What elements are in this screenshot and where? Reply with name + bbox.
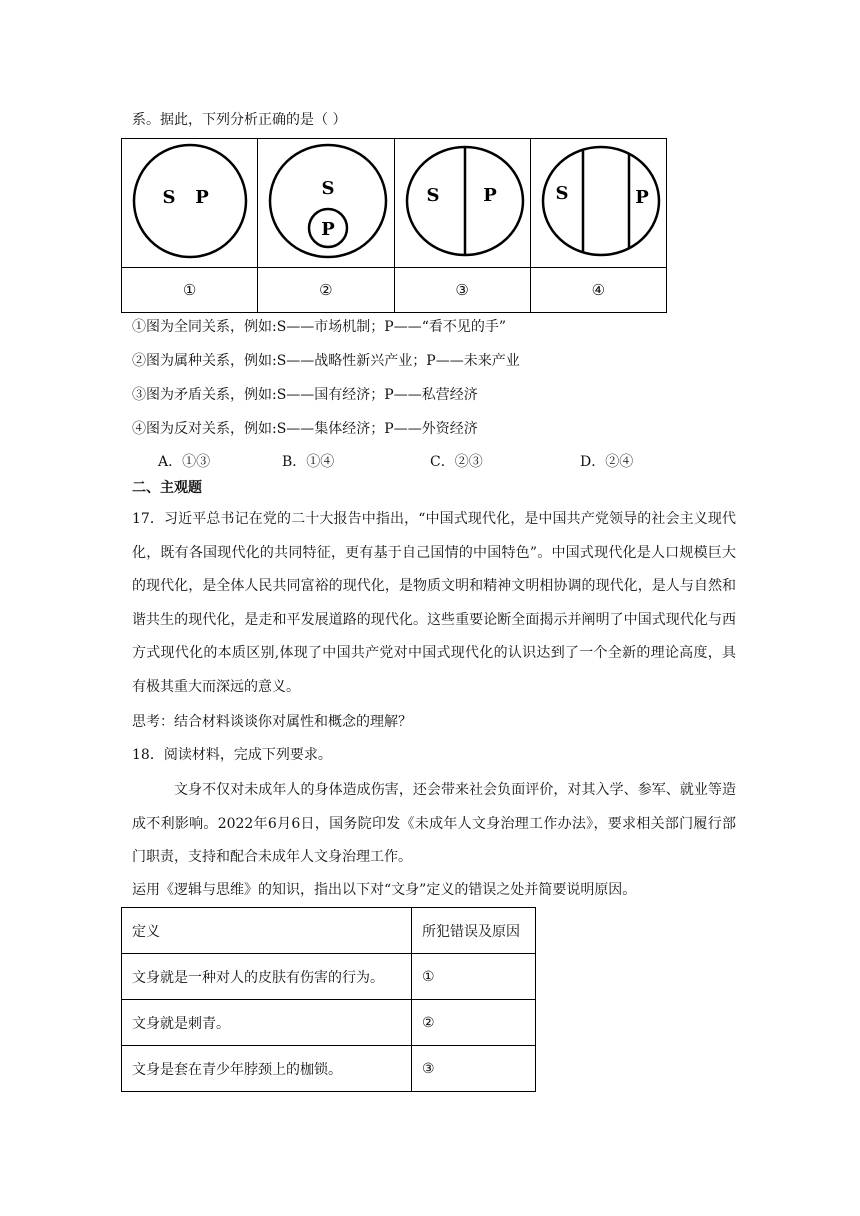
diagram-4-contrary bbox=[531, 139, 671, 263]
diagram-1-p-letter: P bbox=[195, 187, 209, 208]
diagram-1-label: ① bbox=[122, 268, 258, 313]
diagram-1-circle bbox=[134, 145, 246, 257]
diagram-3-s-letter: S bbox=[426, 185, 439, 206]
statement-3: ③图为矛盾关系，例如:S——国有经济；P——私营经济 bbox=[132, 387, 478, 403]
answer-cell: ① bbox=[412, 954, 536, 1000]
option-b-letter: B． bbox=[282, 454, 307, 470]
definition-cell: 文身是套在青少年脖颈上的枷锁。 bbox=[122, 1046, 412, 1092]
answer-cell: ② bbox=[412, 1000, 536, 1046]
diagram-3-contradictory bbox=[395, 139, 535, 263]
answer-cell: ③ bbox=[412, 1046, 536, 1092]
option-a-letter: A． bbox=[158, 454, 183, 470]
option-b-text: ①④ bbox=[306, 454, 335, 470]
diagram-2-cell bbox=[258, 139, 394, 268]
question17-prompt: 思考：结合材料谈谈你对属性和概念的理解？ bbox=[132, 714, 412, 730]
header-definition: 定义 bbox=[122, 908, 412, 954]
option-c-text: ②③ bbox=[454, 454, 483, 470]
question17-text: 17．习近平总书记在党的二十大报告中指出，“中国式现代化，是中国共产党领导的社会主义现代化，既有各国现代化的共同特征，更有基于自己国情的中国特色”。中国式现代化是人口规模巨大的现代化，是全体人民共同富裕的现代化，是物质文明和精神文明相协调的现代化，是人与自然和谐共生的现代化，是走和平发展道路的现代化。这些重要论断全面揭示并阐明了中国式现代化与西方式现代化的本质区别,体现了中国共产党对中国式现代化的认识达到了一个全新的理论高度，具有极其重大而深远的意义。 bbox=[132, 511, 736, 695]
diagram-2-genus-species bbox=[258, 139, 398, 263]
diagram-4-label: ④ bbox=[530, 268, 666, 313]
diagram-3-p-letter: P bbox=[482, 185, 497, 206]
venn-diagram-table bbox=[121, 138, 667, 313]
table-row bbox=[122, 1046, 536, 1092]
definition-cell: 文身就是一种对人的皮肤有伤害的行为。 bbox=[122, 954, 412, 1000]
diagram-4-s-letter: S bbox=[555, 183, 569, 204]
definition-table bbox=[121, 907, 536, 1092]
option-d bbox=[580, 452, 633, 472]
header-error-reason: 所犯错误及原因 bbox=[412, 908, 536, 954]
definition-cell: 文身就是刺青。 bbox=[122, 1000, 412, 1046]
table-row bbox=[122, 1000, 536, 1046]
section-2-heading: 二、主观题 bbox=[132, 480, 202, 496]
diagram-2-p-letter: P bbox=[321, 219, 336, 240]
question16-stem-tail: 系。据此，下列分析正确的是（ ） bbox=[132, 112, 347, 128]
diagram-1-s-letter: S bbox=[162, 187, 176, 208]
definition-table-header bbox=[122, 908, 536, 954]
question18-instruction: 运用《逻辑与思维》的知识，指出以下对“文身”定义的错误之处并简要说明原因。 bbox=[132, 882, 637, 898]
question18-title: 18．阅读材料，完成下列要求。 bbox=[132, 747, 332, 763]
diagram-2-s-letter: S bbox=[321, 178, 335, 199]
option-d-text: ②④ bbox=[605, 454, 634, 470]
diagram-2-label: ② bbox=[258, 268, 394, 313]
diagram-1-cell bbox=[122, 139, 258, 268]
option-a bbox=[158, 452, 210, 472]
diagram-3-label: ③ bbox=[394, 268, 530, 313]
diagram-4-cell bbox=[530, 139, 666, 268]
option-b bbox=[282, 452, 334, 472]
statement-4: ④图为反对关系，例如:S——集体经济；P——外资经济 bbox=[132, 421, 478, 437]
option-c bbox=[430, 452, 483, 472]
statement-2: ②图为属种关系，例如:S——战略性新兴产业；P——未来产业 bbox=[132, 353, 520, 369]
table-row bbox=[122, 954, 536, 1000]
option-a-text: ①③ bbox=[182, 454, 211, 470]
diagram-4-p-letter: P bbox=[634, 187, 649, 208]
question18-material: 文身不仅对未成年人的身体造成伤害，还会带来社会负面评价，对其入学、参军、就业等造成不利影响。2022年6月6日，国务院印发《未成年人文身治理工作办法》，要求相关部门履行部门职责，支持和配合未成年人文身治理工作。 bbox=[132, 782, 736, 866]
diagram-3-cell bbox=[394, 139, 530, 268]
statement-1: ①图为全同关系，例如:S——市场机制；P——“看不见的手” bbox=[132, 319, 507, 335]
diagram-1-identity bbox=[122, 139, 258, 263]
option-d-letter: D． bbox=[580, 454, 606, 470]
option-c-letter: C． bbox=[430, 454, 455, 470]
diagram-2-outer-circle bbox=[270, 145, 386, 257]
